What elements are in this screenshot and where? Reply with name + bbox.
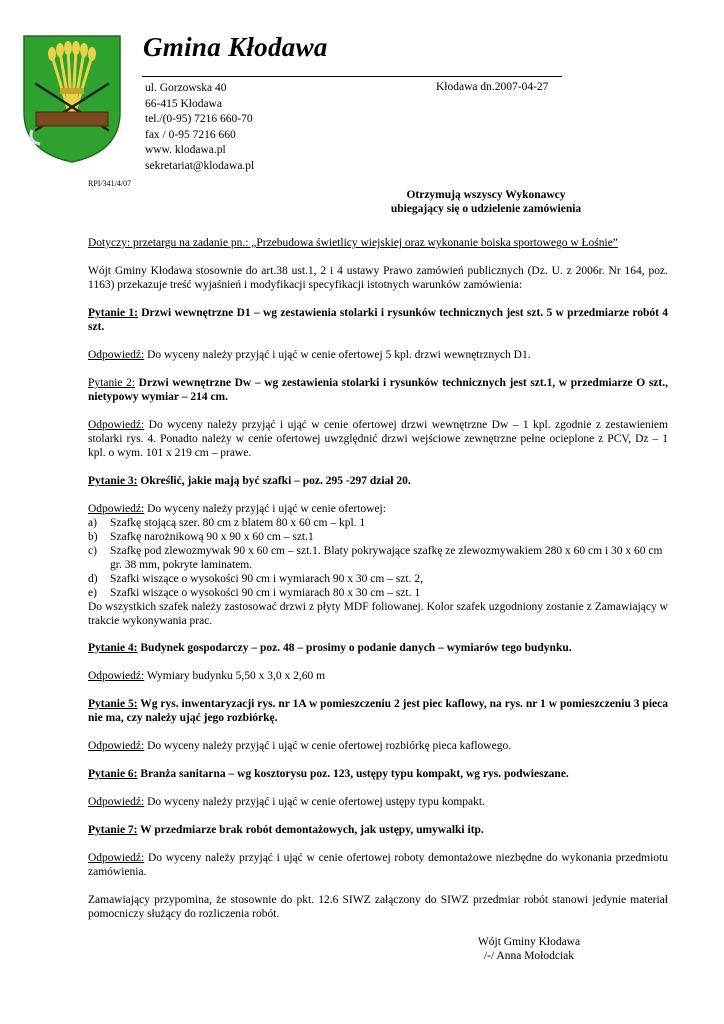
question-1	[88, 306, 668, 334]
recipient-line-2: ubiegający się o udzielenie zamówienia	[390, 203, 582, 215]
address-street: ul. Gorzowska 40	[145, 82, 227, 94]
address-website: www. klodawa.pl	[145, 144, 226, 156]
page-title: Gmina Kłodawa	[143, 32, 328, 62]
answer-5-label: Odpowiedź:	[88, 740, 145, 752]
answer-6-text: Do wyceny należy przyjąć i ująć w cenie ofertowej ustępy typu kompakt.	[144, 796, 485, 808]
question-1-label: Pytanie 1:	[88, 307, 138, 319]
question-5-text: Wg rys. inwentaryzacji rys. nr 1A w pomieszczeniu 2 jest piec kaflowy, na rys. nr 1 w pomieszczeniu 3 pieca nie ma, czy należy ująć jego rozbiórkę.	[88, 698, 668, 724]
signature-title: Wójt Gminy Kłodawa	[477, 936, 581, 948]
address-email: sekretariat@klodawa.pl	[145, 159, 255, 172]
answer-4	[88, 669, 668, 683]
question-7-text: W przedmiarze brak robót demontażowych, jak ustępy, umywalki itp.	[137, 824, 484, 836]
question-6	[88, 767, 668, 781]
list-item: a) Szafkę stojącą szer. 80 cm z blatem 80 x 60 cm – kpl. 1	[88, 517, 366, 529]
answer-3-list	[88, 516, 668, 600]
question-7	[88, 823, 668, 837]
question-3-text: Określić, jakie mają być szafki – poz. 295 -297 dział 20.	[137, 475, 411, 487]
header-divider	[142, 76, 562, 77]
reference-number: RPI/341/4/07	[88, 179, 132, 188]
answer-4-label: Odpowiedź:	[88, 670, 145, 682]
address-postal: 66-415 Kłodawa	[145, 97, 222, 110]
question-6-text: Branża sanitarna – wg kosztorysu poz. 123, ustępy typu kompakt, wg rys. podwieszane.	[137, 768, 569, 780]
answer-2-label: Odpowiedź:	[88, 419, 145, 431]
list-item: b) Szafkę narożnikową 90 x 90 x 60 cm – szt.1	[88, 531, 314, 543]
address-fax: fax / 0-95 7216 660	[145, 128, 236, 141]
answer-7	[88, 851, 668, 879]
list-item: c) Szafkę pod zlewozmywak 90 x 60 cm – szt.1. Blaty pokrywające szafkę ze zlewozmywakiem 280 x 60 cm i 30 x 60 cm gr. 38 mm, pokryte laminatem.	[88, 545, 663, 571]
signature-block	[470, 935, 588, 963]
address-phone: tel./(0-95) 7216 660-70	[145, 113, 253, 125]
answer-6-label: Odpowiedź:	[88, 796, 145, 808]
question-5-label: Pytanie 5:	[88, 698, 138, 710]
answer-1	[88, 348, 668, 362]
answer-3	[88, 502, 668, 516]
recipient-block	[380, 188, 592, 216]
answer-1-label: Odpowiedź:	[88, 349, 145, 361]
answer-4-text: Wymiary budynku 5,50 x 3,0 x 2,60 m	[144, 670, 326, 682]
signature-name: /-/ Anna Mołodciak	[483, 950, 575, 962]
question-2-label: Pytanie 2:	[88, 377, 136, 389]
answer-1-text: Do wyceny należy przyjąć i ująć w cenie ofertowej 5 kpl. drzwi wewnętrznych D1.	[144, 349, 531, 361]
answer-2	[88, 418, 668, 460]
answer-5	[88, 739, 668, 753]
answer-5-text: Do wyceny należy przyjąć i ująć w cenie ofertowej rozbiórkę pieca kaflowego.	[144, 740, 512, 752]
list-item: d) Szafki wiszące o wysokości 90 cm i wymiarach 90 x 30 cm – szt. 2,	[88, 573, 423, 585]
question-2-text: Drzwi wewnętrzne Dw – wg zestawienia stolarki i rysunków technicznych jest szt.1, w przedmiarze O szt., nietypowy wymiar – 214 cm.	[88, 377, 668, 403]
question-1-text: Drzwi wewnętrzne D1 – wg zestawienia stolarki i rysunków technicznych jest szt. 5 w przedmiarze robót 4 szt.	[88, 307, 668, 333]
answer-6	[88, 795, 668, 809]
answer-2-text: Do wyceny należy przyjąć i ująć w cenie ofertowej drzwi wewnętrzne Dw – 1 kpl. zgodnie z zestawieniem stolarki rys. 4. Ponadto należy w cenie ofertowej uwzględnić drzwi wejściowe zewnętrzne pełne ocieplone z PCV, Dz – 1 kpl. o wym. 101 x 219 cm – prawe.	[88, 419, 668, 459]
intro-paragraph: Wójt Gminy Kłodawa stosownie do art.38 ust.1, 2 i 4 ustawy Prawo zamówień publicznych (Dz. U. z 2006r. Nr 164, poz. 1163) przekazuje treść wyjaśnień i modyfikacji specyfikacji istotnych warunków zamówienia:	[88, 265, 668, 291]
closing-paragraph: Zamawiający przypomina, że stosownie do pkt. 12.6 SIWZ załączony do SIWZ przedmiar robót stanowi jedynie materiał pomocniczy służący do rozliczenia robót.	[88, 894, 668, 920]
question-3-label: Pytanie 3:	[88, 475, 138, 487]
question-6-label: Pytanie 6:	[88, 768, 138, 780]
question-7-label: Pytanie 7:	[88, 824, 138, 836]
question-3	[88, 474, 668, 488]
coat-of-arms-image	[22, 34, 122, 164]
answer-7-label: Odpowiedź:	[88, 852, 145, 864]
answer-3-text: Do wyceny należy przyjąć i ująć w cenie ofertowej:	[144, 503, 386, 515]
question-4-label: Pytanie 4:	[88, 642, 138, 654]
answer-7-text: Do wyceny należy przyjąć i ująć w cenie ofertowej roboty demontażowe niezbędne do wykonania przedmiotu zamówienia.	[88, 852, 668, 878]
question-5	[88, 697, 668, 725]
list-item: e) Szafki wiszące o wysokości 90 cm i wymiarach 80 x 30 cm – szt. 1	[88, 587, 421, 599]
letter-date: Kłodawa dn.2007-04-27	[436, 81, 549, 93]
question-4	[88, 641, 668, 655]
question-4-text: Budynek gospodarczy – poz. 48 – prosimy o podanie danych – wymiarów tego budynku.	[137, 642, 572, 654]
answer-3-label: Odpowiedź:	[88, 503, 145, 515]
subject-line: Dotyczy: przetargu na zadanie pn.: „Przebudowa świetlicy wiejskiej oraz wykonanie boiska sportowego w Łośnie”	[88, 237, 618, 249]
address-block	[145, 81, 254, 174]
recipient-line-1: Otrzymują wszyscy Wykonawcy	[406, 189, 566, 201]
answer-3-after: Do wszystkich szafek należy zastosować drzwi z płyty MDF foliowanej. Kolor szafek uzgodniony zostanie z Zamawiający w trakcie wykonywania prac.	[88, 601, 668, 627]
question-2	[88, 376, 668, 404]
